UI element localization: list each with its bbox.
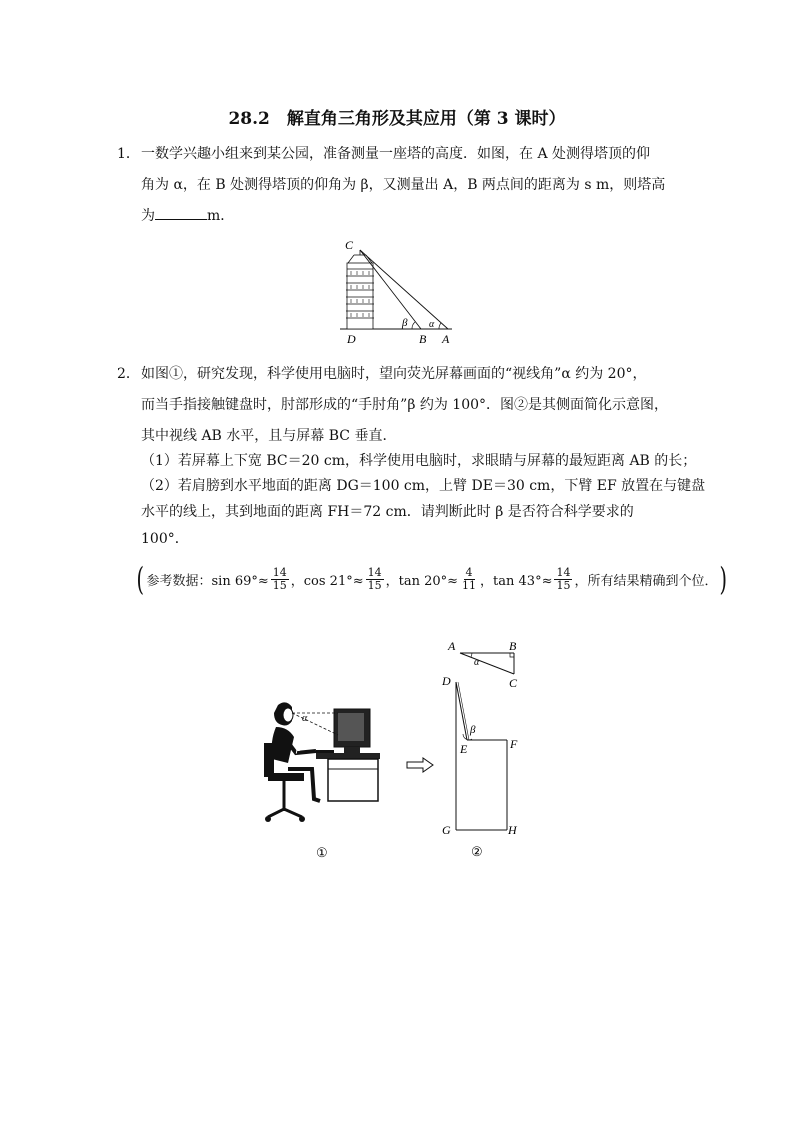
left-paren: (: [136, 560, 144, 598]
label-c: C: [345, 238, 354, 252]
computer-drawing: [316, 709, 380, 801]
figure-1-beta: β: [296, 740, 302, 754]
question-2-part-2-cont: 水平的线上，其到地面的距离 FH＝72 cm．请判断此时 β 是否符合科学要求的: [141, 504, 634, 520]
ref-fraction-3: [460, 567, 478, 592]
ref-fraction-3-den: 11: [462, 578, 477, 592]
label-alpha: α: [429, 319, 435, 330]
question-1-line-3-suffix: m．: [207, 208, 235, 224]
figure-2-label-c: C: [509, 676, 518, 690]
ref-fraction-2-den: 15: [367, 578, 382, 592]
question-2-number: 2．: [117, 366, 140, 382]
answer-blank[interactable]: [155, 207, 207, 220]
figure-2-label-d: D: [442, 674, 451, 688]
question-2-line-3: 其中视线 AB 水平，且与屏幕 BC 垂直．: [141, 428, 397, 444]
triangle-abc: [460, 653, 514, 674]
question-1-line-3-prefix: 为: [141, 208, 155, 224]
person-drawing: [264, 702, 320, 822]
label-b: B: [419, 332, 427, 346]
label-a: A: [442, 332, 450, 346]
ref-fraction-4-den: 15: [556, 578, 571, 592]
ref-fraction-1-num: 14: [272, 565, 287, 579]
ref-part-1: 参考数据：sin 69°≈: [146, 573, 269, 589]
sight-line-bottom: [292, 713, 338, 735]
question-1-line-3: [141, 206, 234, 226]
ref-fraction-4: [554, 567, 572, 592]
question-2-part-2-end: 100°．: [141, 531, 189, 547]
question-2-part-1: （1）若屏幕上下宽 BC＝20 cm，科学使用电脑时，求眼睛与屏幕的最短距离 AB 的长；: [141, 453, 697, 469]
ref-fraction-1-den: 15: [272, 578, 287, 592]
figure-2-label-e: E: [460, 742, 468, 756]
question-2-line-2: 而当手指接触键盘时，肘部形成的“手肘角”β 约为 100°．图②是其侧面简化示意图，: [141, 397, 669, 413]
figure-1-label: ①: [316, 845, 328, 860]
ref-part-2: ，cos 21°≈: [290, 573, 364, 589]
arm-desk-outline: [456, 682, 507, 830]
figure-2-label-f: F: [510, 737, 518, 751]
figure-1-person-at-computer: [258, 693, 388, 861]
question-2-line-1: 如图①，研究发现，科学使用电脑时，望向荧光屏幕画面的“视线角”α 约为 20°，: [141, 366, 647, 382]
beta-arc: [412, 322, 415, 329]
alpha-arc: [439, 323, 441, 329]
right-paren: ): [719, 560, 728, 598]
figure-2-label-h: H: [508, 823, 517, 837]
ref-part-3: ，tan 20°≈: [385, 573, 459, 589]
question-1-line-1: 一数学兴趣小组来到某公园，准备测量一座塔的高度．如图，在 A 处测得塔顶的仰: [141, 146, 651, 162]
figure-2-diagram: [430, 632, 540, 862]
tower-drawing: [346, 250, 374, 329]
ref-fraction-4-num: 14: [556, 565, 571, 579]
ref-fraction-2-num: 14: [367, 565, 382, 579]
label-d: D: [347, 332, 356, 346]
figure-2-label: ②: [471, 844, 483, 859]
ref-fraction-1: [271, 567, 289, 592]
ref-part-4: ，tan 43°≈: [480, 573, 553, 589]
question-1-line-2: 角为 α，在 B 处测得塔顶的仰角为 β，又测量出 A，B 两点间的距离为 s m，则塔高: [141, 177, 666, 193]
page-title: 28.2 解直角三角形及其应用（第 3 课时）: [228, 109, 566, 129]
reference-data: [134, 560, 728, 598]
ref-fraction-2: [366, 567, 384, 592]
figure-2-alpha: α: [474, 657, 480, 668]
label-beta: β: [402, 317, 408, 329]
question-1-number: 1．: [117, 146, 140, 162]
ref-part-5: ，所有结果精确到个位．: [574, 573, 718, 589]
figure-2-label-a: A: [448, 639, 456, 653]
figure-2-label-g: G: [442, 823, 451, 837]
figure-2-label-b: B: [509, 639, 517, 653]
figure-2-beta: β: [470, 724, 476, 736]
figure-1-alpha: α: [302, 713, 308, 724]
question-2-part-2: （2）若肩膀到水平地面的距离 DG＝100 cm，上臂 DE＝30 cm，下臂 EF 放置在与键盘: [141, 478, 706, 494]
tower-figure: [330, 235, 460, 347]
ref-fraction-3-num: 4: [465, 565, 473, 579]
